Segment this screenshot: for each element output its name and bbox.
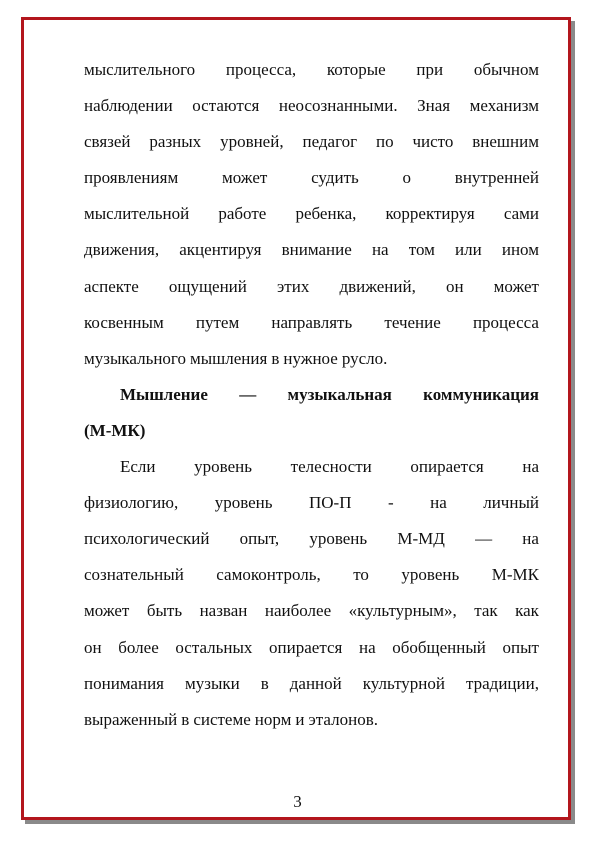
word: процесса xyxy=(472,312,539,332)
word: акцентируя xyxy=(179,240,262,260)
word: о xyxy=(402,168,412,188)
word: на xyxy=(371,240,389,260)
word: судить xyxy=(311,168,359,188)
word: может xyxy=(84,601,130,621)
word: направлять xyxy=(271,312,353,332)
text-line xyxy=(84,341,539,377)
word: мыслительной xyxy=(84,204,190,224)
text-line xyxy=(84,269,539,305)
word: как xyxy=(515,601,539,621)
word: он xyxy=(445,276,464,296)
word: назван xyxy=(199,601,248,621)
word: обычном xyxy=(473,60,539,79)
word: движения, xyxy=(84,240,160,260)
word: аспекте xyxy=(84,276,139,296)
word: течение xyxy=(384,312,441,332)
word: работе xyxy=(218,204,267,224)
word: быть xyxy=(146,601,183,621)
text-line xyxy=(84,485,539,521)
word: Зная xyxy=(417,96,451,116)
word: нужное xyxy=(283,348,338,368)
word: движений, xyxy=(339,276,416,296)
word: по xyxy=(375,132,394,152)
word: - xyxy=(387,493,394,513)
word: личный xyxy=(483,493,539,513)
word: связей xyxy=(84,132,131,152)
word: «культурным», xyxy=(348,601,457,621)
document-body xyxy=(84,52,539,738)
word: уровень xyxy=(401,565,460,585)
word: М-МД xyxy=(397,529,445,549)
word: уровень xyxy=(309,529,368,549)
word: процесса, xyxy=(225,60,297,79)
word: ПО-П xyxy=(308,493,352,513)
word: физиологию, xyxy=(84,493,179,513)
word: остальных xyxy=(175,637,253,657)
word: этих xyxy=(277,276,310,296)
word: более xyxy=(118,637,159,657)
word: — xyxy=(239,384,257,404)
word: в xyxy=(271,348,280,368)
word: опирается xyxy=(269,637,343,657)
word: так xyxy=(474,601,498,621)
word: уровней, xyxy=(220,132,284,152)
word: путем xyxy=(195,312,240,332)
word: сами xyxy=(503,204,539,224)
word: на xyxy=(522,529,539,549)
word: корректируя xyxy=(385,204,475,224)
word: неосознанными. xyxy=(278,96,398,116)
word: ребенка, xyxy=(295,204,357,224)
word: традиции, xyxy=(465,673,539,693)
word: проявлениям xyxy=(84,168,179,188)
word: культурной xyxy=(362,673,445,693)
text-line xyxy=(84,305,539,341)
word: психологический xyxy=(84,529,210,549)
text-line xyxy=(84,196,539,232)
word: при xyxy=(416,60,444,79)
word: механизм xyxy=(469,96,539,116)
word: обобщенный xyxy=(392,637,486,657)
word: внешним xyxy=(472,132,539,152)
word: М-МК xyxy=(491,565,539,585)
text-line xyxy=(84,88,539,124)
word: которые xyxy=(326,60,386,79)
word: данной xyxy=(289,673,342,693)
heading-line xyxy=(84,377,539,413)
word: может xyxy=(221,168,268,188)
word: сознательный xyxy=(84,565,184,585)
word: русло. xyxy=(341,348,388,368)
word: музыкальная xyxy=(287,384,392,404)
word: (М-МК) xyxy=(84,420,146,440)
word: опыт xyxy=(502,637,539,657)
text-line xyxy=(84,232,539,268)
word: на xyxy=(522,457,539,477)
word: наблюдении xyxy=(84,96,173,116)
text-line xyxy=(84,630,539,666)
word: системе xyxy=(193,709,251,729)
word: он xyxy=(84,637,102,657)
word: эталонов. xyxy=(308,709,378,729)
word: опыт, xyxy=(239,529,280,549)
text-line xyxy=(84,557,539,593)
text-line xyxy=(84,702,539,738)
word: или xyxy=(455,240,482,260)
text-line xyxy=(84,160,539,196)
word: норм xyxy=(254,709,292,729)
word: может xyxy=(493,276,539,296)
word: внутренней xyxy=(454,168,539,188)
word: телесности xyxy=(290,457,372,477)
word: на xyxy=(430,493,447,513)
word: самоконтроль, xyxy=(216,565,321,585)
word: чисто xyxy=(412,132,454,152)
paragraph-2 xyxy=(84,449,539,738)
word: в xyxy=(181,709,190,729)
paragraph-1 xyxy=(84,52,539,377)
text-line xyxy=(84,124,539,160)
word: том xyxy=(408,240,435,260)
text-line xyxy=(84,52,539,88)
word: мышления xyxy=(189,348,268,368)
section-heading xyxy=(84,377,539,449)
word: уровень xyxy=(214,493,273,513)
word: и xyxy=(295,709,305,729)
word: косвенным xyxy=(84,312,164,332)
word: — xyxy=(475,529,493,549)
word: наиболее xyxy=(264,601,332,621)
word: мыслительного xyxy=(84,60,196,79)
word: разных xyxy=(149,132,202,152)
word: то xyxy=(353,565,369,585)
word: уровень xyxy=(194,457,252,477)
word: в xyxy=(260,673,269,693)
text-line xyxy=(84,666,539,702)
word: педагог xyxy=(302,132,358,152)
word: музыки xyxy=(184,673,240,693)
word: ином xyxy=(501,240,539,260)
word: внимание xyxy=(281,240,352,260)
word: ощущений xyxy=(168,276,247,296)
word: Мышление xyxy=(120,384,208,404)
word: музыкального xyxy=(84,348,186,368)
heading-line xyxy=(84,413,539,449)
word: Если xyxy=(120,457,156,477)
text-line xyxy=(84,521,539,557)
word: опирается xyxy=(410,457,484,477)
page-number: 3 xyxy=(293,792,302,811)
word: остаются xyxy=(192,96,260,116)
word: коммуникация xyxy=(423,384,539,404)
word: понимания xyxy=(84,673,164,693)
word: выраженный xyxy=(84,709,178,729)
text-line xyxy=(84,449,539,485)
word: на xyxy=(358,637,376,657)
text-line xyxy=(84,593,539,629)
